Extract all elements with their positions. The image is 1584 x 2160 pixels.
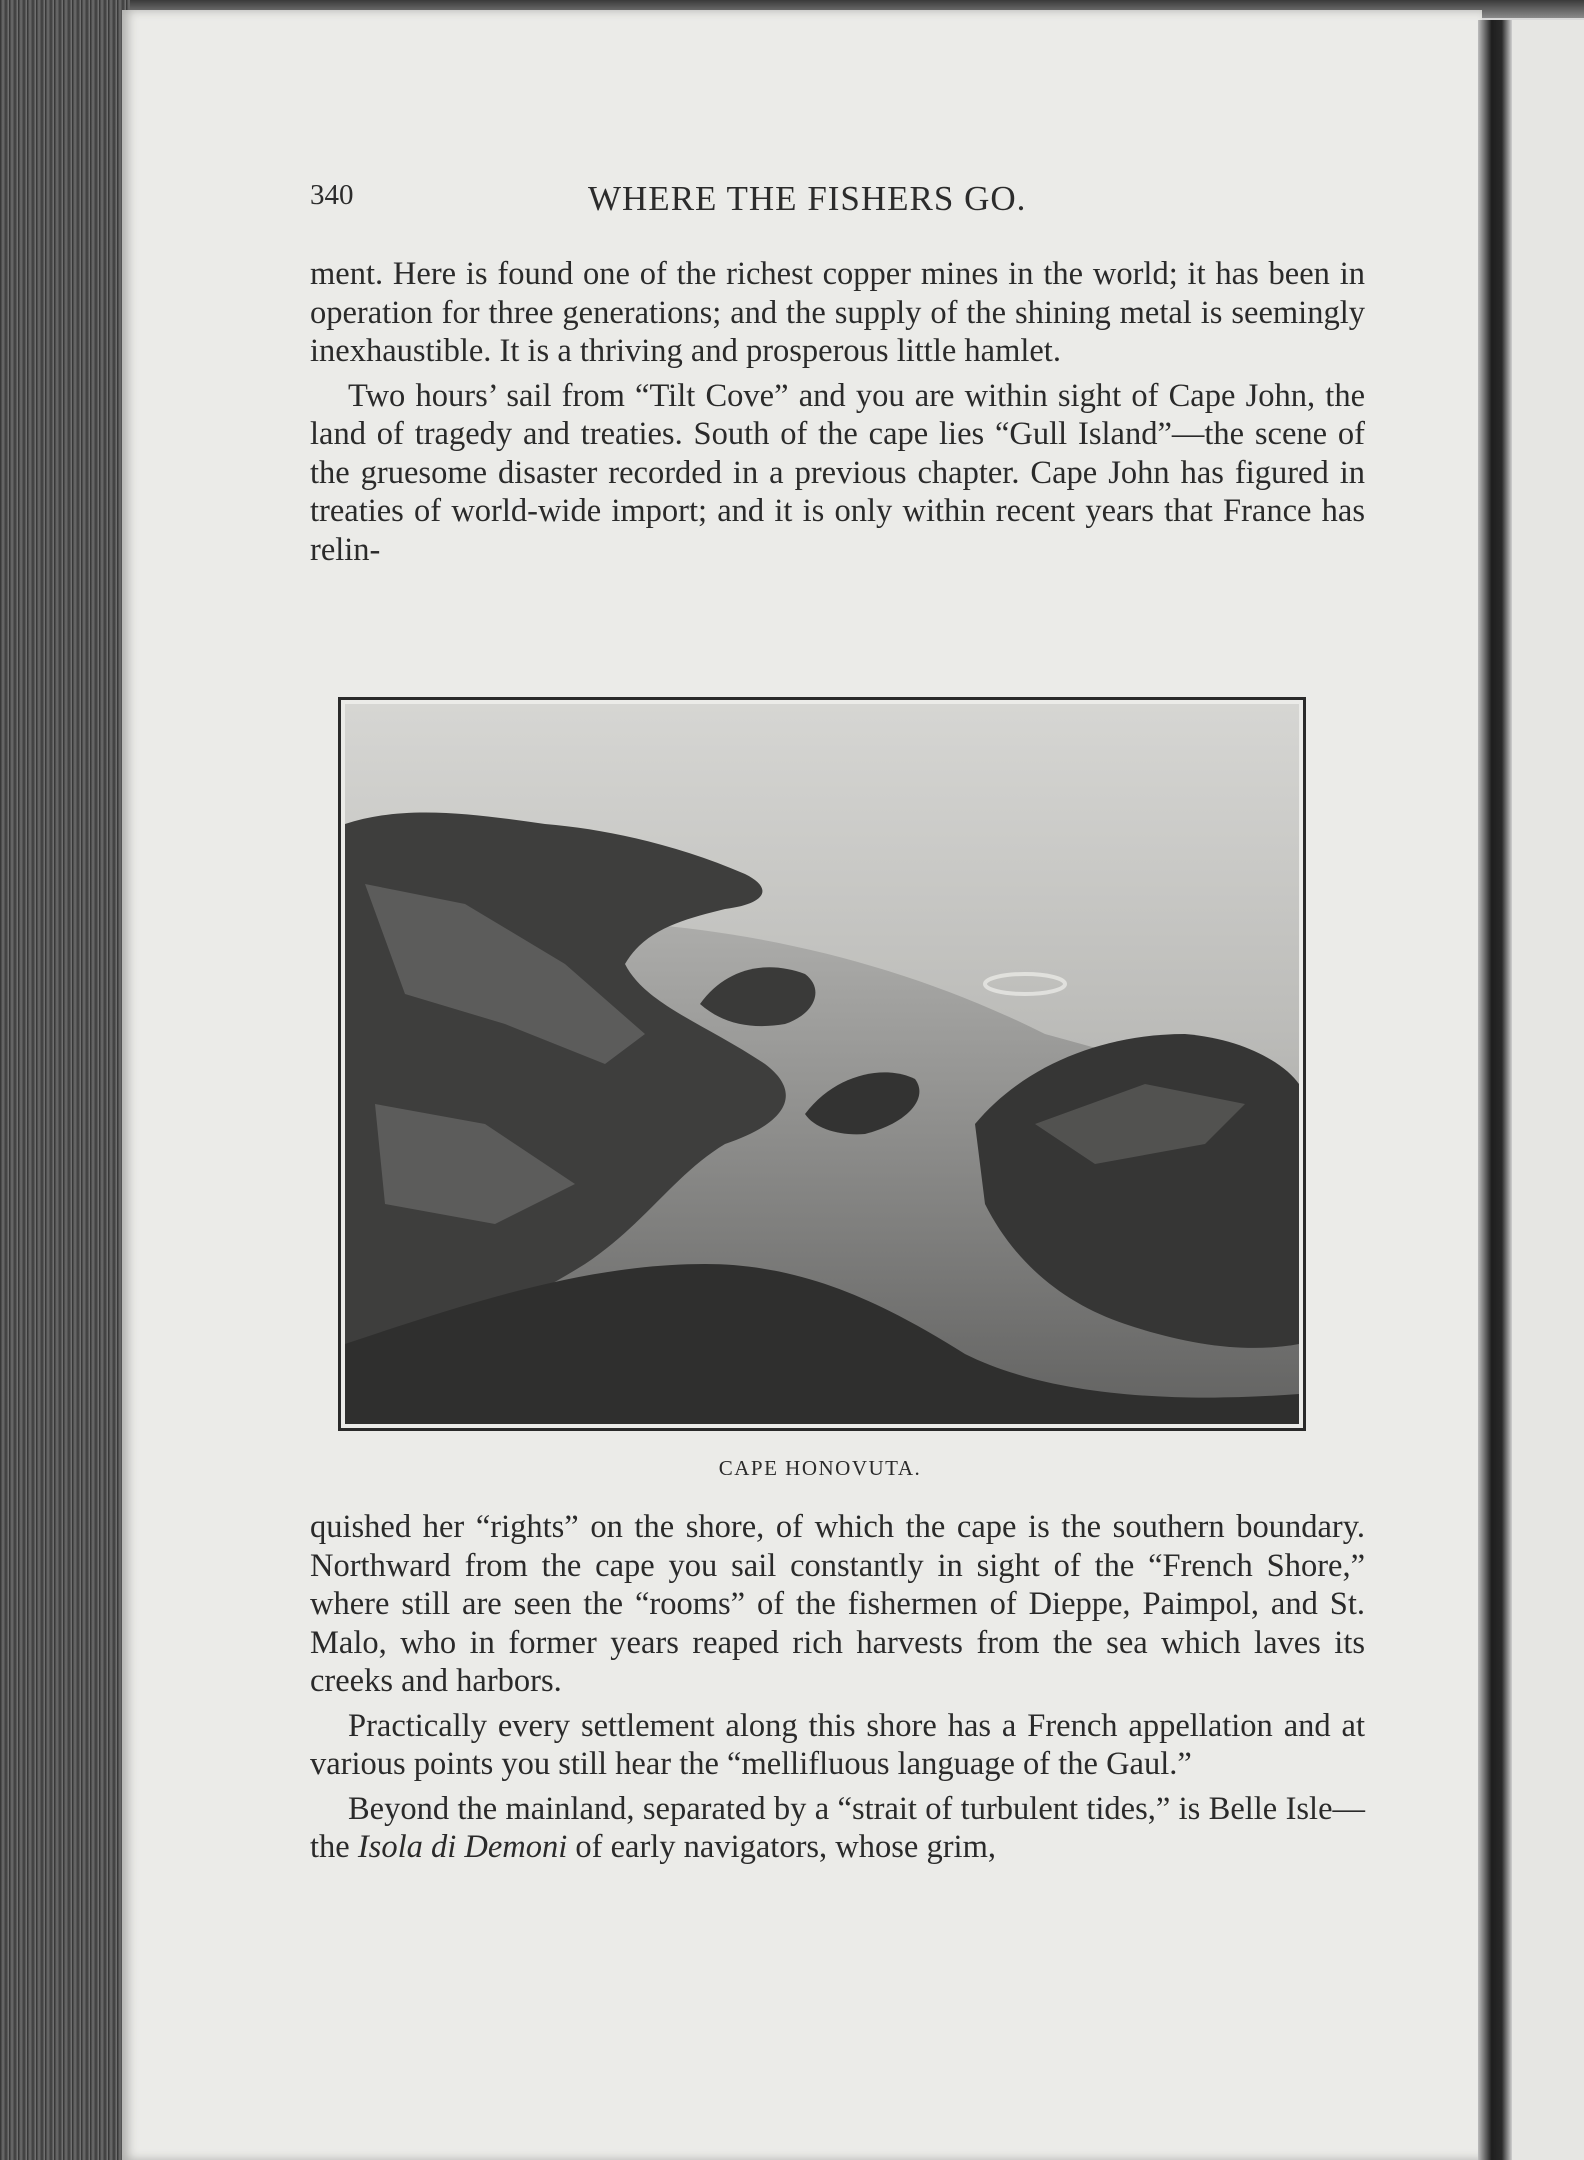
figure-caption: CAPE HONOVUTA. bbox=[718, 1456, 922, 1480]
text-run: Beyond the mainland, separated by a “strait of turbulent tides,” is Belle Isle—the bbox=[310, 1790, 1365, 1865]
paragraph: quished her “rights” on the shore, of which the cape is the southern boundary. Northward from the cape you sail constantly in sight of the “French Shore,” where still are seen the “rooms” of the fishermen of Dieppe, Paimpol, and St. Malo, who in former years reaped rich harvests from the sea which laves its creeks and harbors. bbox=[310, 1509, 1365, 1699]
text-run: of early navigators, whose grim, bbox=[567, 1829, 996, 1865]
right-margin bbox=[1512, 20, 1584, 2160]
photo-plate bbox=[338, 697, 1306, 1431]
page-header bbox=[310, 175, 1345, 235]
body-text-bottom bbox=[310, 1508, 1365, 1873]
paragraph bbox=[310, 1790, 1365, 1867]
book-page-edges bbox=[0, 0, 130, 2160]
paragraph: ment. Here is found one of the richest copper mines in the world; it has been in operation for three generations; and the supply of the shining metal is seemingly inexhaustible. It is a thriving and prosperous little hamlet. bbox=[310, 256, 1365, 369]
running-head: WHERE THE FISHERS GO. bbox=[588, 179, 1027, 218]
body-text-top bbox=[310, 255, 1365, 575]
paragraph: Practically every settlement along this shore has a French appellation and at various points you still hear the “mellifluous language of the Gaul.” bbox=[310, 1707, 1365, 1782]
book-gutter-shadow bbox=[1478, 20, 1512, 2160]
cape-photograph bbox=[345, 704, 1299, 1424]
page-number: 340 bbox=[310, 179, 354, 211]
paragraph: Two hours’ sail from “Tilt Cove” and you are within sight of Cape John, the land of tragedy and treaties. South of the cape lies “Gull Island”—the scene of the gruesome disaster recorded in a previous chapter. Cape John has figured in treaties of world-wide import; and it is only within recent years that France has relin- bbox=[310, 377, 1365, 568]
italic-title: Isola di Demoni bbox=[357, 1829, 568, 1865]
